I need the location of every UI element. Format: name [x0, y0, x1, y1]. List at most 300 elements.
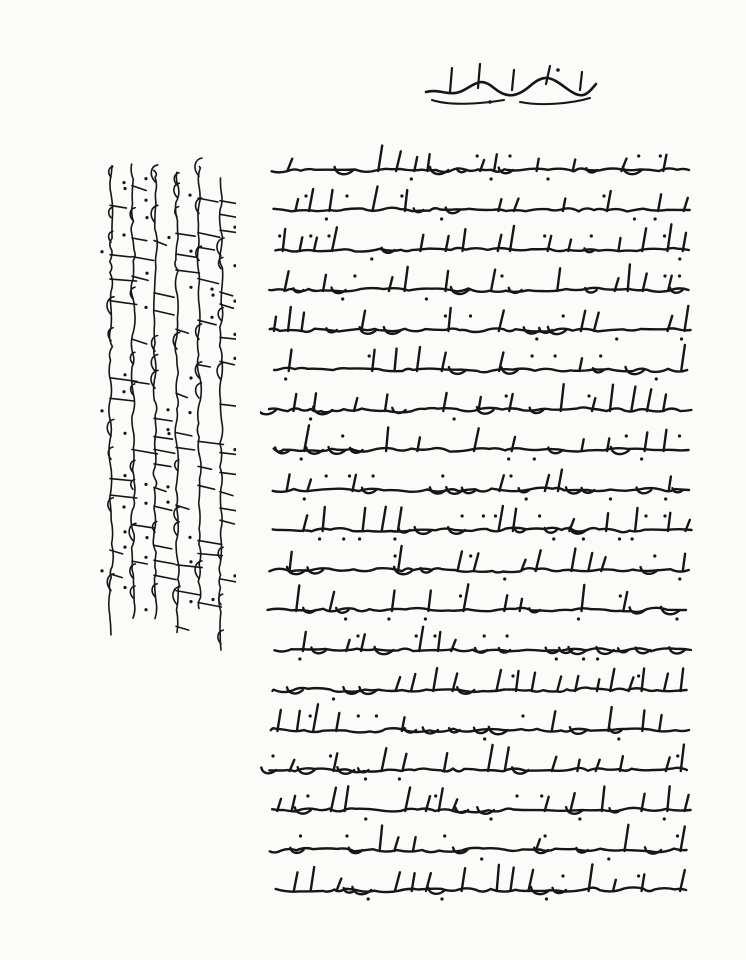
script-dot	[631, 537, 634, 540]
script-baseline	[275, 248, 688, 252]
main-text-handwriting	[260, 140, 700, 910]
script-dot	[188, 411, 191, 414]
script-baseline	[269, 768, 687, 772]
script-dot	[342, 537, 345, 540]
script-baseline	[269, 568, 688, 572]
script-dot	[233, 264, 236, 267]
script-dot	[364, 777, 367, 780]
script-ascender	[474, 553, 479, 571]
margin-note-line	[122, 164, 157, 618]
script-ascender	[110, 479, 131, 481]
script-dot	[167, 236, 170, 239]
script-ascender	[313, 704, 318, 731]
main-text-line	[270, 825, 687, 861]
script-ascender	[287, 474, 290, 491]
script-ascender	[405, 190, 407, 211]
script-dot	[538, 514, 541, 517]
script-dot	[327, 234, 330, 237]
script-ascender	[608, 707, 611, 731]
script-dot	[166, 501, 169, 504]
script-ascender	[628, 264, 630, 291]
script-dot	[309, 714, 312, 717]
script-dot	[325, 474, 328, 477]
script-ascender	[488, 745, 493, 771]
main-text-line	[272, 146, 689, 181]
script-ascender	[510, 226, 514, 251]
script-ascender	[642, 228, 646, 251]
script-ascender	[132, 339, 147, 344]
script-ascender	[414, 157, 417, 171]
script-dot	[533, 457, 536, 460]
script-dot	[122, 505, 125, 508]
script-ascender	[647, 389, 651, 411]
script-dot	[233, 333, 236, 336]
script-dot	[617, 737, 620, 740]
script-dot	[515, 794, 518, 797]
script-ascender	[491, 270, 495, 291]
script-dot	[500, 274, 503, 277]
script-ascender	[154, 545, 172, 549]
script-dot	[555, 657, 558, 660]
script-dot	[663, 274, 666, 277]
script-ascender	[332, 227, 337, 251]
main-text-line	[274, 345, 687, 381]
script-dot	[166, 408, 169, 411]
main-text-line	[275, 224, 688, 260]
script-dot	[640, 457, 643, 460]
script-dot	[122, 233, 125, 236]
script-bowl	[219, 594, 223, 604]
script-dot	[619, 594, 622, 597]
script-dot	[189, 600, 192, 603]
script-ascender	[176, 233, 195, 236]
script-ascender	[154, 437, 173, 440]
script-ascender	[572, 549, 576, 572]
script-dot	[678, 577, 681, 580]
script-ascender	[220, 508, 236, 512]
script-ascender	[494, 154, 497, 171]
script-ascender	[336, 879, 341, 891]
script-ascender	[132, 257, 154, 261]
script-ascender	[288, 307, 291, 331]
script-dot	[210, 288, 213, 291]
script-baseline	[175, 172, 179, 632]
script-ascender	[681, 827, 685, 852]
margin-note-handwriting	[76, 140, 236, 680]
script-dot	[189, 286, 192, 289]
script-dot	[123, 530, 126, 533]
script-ascender	[428, 591, 430, 611]
script-dot	[653, 554, 656, 557]
script-ascender	[664, 430, 667, 451]
script-ascender	[296, 585, 299, 611]
script-ascender	[385, 395, 387, 412]
script-dot	[482, 514, 485, 517]
script-ascender	[588, 553, 592, 571]
script-dot	[543, 234, 546, 237]
script-ascender	[594, 313, 599, 331]
script-ascender	[623, 592, 627, 611]
script-ascender	[303, 515, 307, 531]
margin-note-line	[210, 178, 236, 650]
script-dot	[318, 537, 321, 540]
script-ascender	[132, 450, 158, 454]
script-ascender	[394, 837, 398, 851]
script-ascender	[373, 187, 378, 212]
script-ascender	[176, 270, 199, 273]
script-dot	[278, 234, 281, 237]
script-ascender	[176, 447, 195, 450]
script-dot	[546, 177, 549, 180]
script-dot	[535, 337, 538, 340]
script-dot	[490, 177, 493, 180]
script-dot	[508, 154, 511, 157]
script-dot	[100, 250, 103, 253]
main-text-line	[269, 264, 688, 300]
script-ascender	[154, 293, 174, 298]
script-ascender	[663, 395, 666, 412]
script-ascender	[176, 565, 202, 568]
script-bowl	[108, 447, 113, 459]
script-ascender	[645, 432, 648, 451]
script-ascender	[380, 826, 383, 851]
script-dot	[615, 337, 618, 340]
main-text-line	[271, 704, 689, 740]
script-dot	[469, 554, 472, 557]
script-ascender	[314, 393, 316, 411]
script-ascender	[220, 337, 236, 339]
script-dot	[400, 194, 403, 197]
script-baseline	[271, 728, 689, 732]
script-dot	[480, 857, 483, 860]
script-ascender	[620, 756, 623, 771]
script-dot	[144, 502, 147, 505]
script-ascender	[336, 713, 339, 731]
script-ascender	[110, 255, 131, 257]
script-ascender	[395, 872, 400, 891]
margin-note-line	[144, 165, 176, 619]
script-ascender	[110, 301, 137, 305]
script-dot	[633, 217, 636, 220]
script-ascender	[458, 552, 462, 572]
main-text-line	[273, 506, 692, 541]
script-dot	[459, 594, 462, 597]
script-dot	[552, 537, 555, 540]
script-dot	[345, 194, 348, 197]
script-ascender	[176, 591, 200, 595]
basmala-heading	[420, 58, 600, 110]
script-dot	[582, 657, 585, 660]
script-dot	[654, 217, 657, 220]
script-ascender	[561, 384, 564, 411]
script-ascender	[618, 238, 620, 251]
script-ascender	[307, 480, 311, 492]
script-ascender	[405, 788, 410, 812]
script-dot	[663, 514, 666, 517]
main-text-line	[268, 584, 687, 620]
script-ascender	[607, 191, 611, 211]
script-dot	[188, 194, 191, 197]
script-dot	[309, 234, 312, 237]
script-dot	[443, 834, 446, 837]
script-dot	[663, 234, 666, 237]
script-ascender	[398, 507, 402, 531]
script-ascender	[610, 669, 614, 691]
script-ascender	[132, 525, 154, 528]
script-dot	[123, 586, 126, 589]
script-dot	[506, 634, 509, 637]
script-dot	[521, 714, 524, 717]
script-ascender	[154, 506, 172, 510]
script-dot	[145, 536, 148, 539]
script-baseline	[109, 166, 113, 635]
script-ascender	[499, 506, 503, 531]
script-dot	[531, 354, 534, 357]
script-ascender	[198, 466, 212, 469]
script-dot	[675, 617, 678, 620]
script-ascender	[520, 599, 522, 611]
script-ascender	[516, 671, 519, 691]
script-ascender	[311, 867, 315, 891]
script-ascender	[570, 793, 574, 811]
script-ascender	[154, 464, 171, 467]
script-bowl	[392, 408, 405, 413]
script-ascender	[398, 546, 402, 571]
script-dot	[364, 817, 367, 820]
script-ascender	[302, 313, 305, 331]
script-ascender	[497, 865, 499, 891]
script-ascender	[198, 540, 222, 544]
script-ascender	[154, 487, 166, 491]
main-text-line	[275, 627, 691, 661]
script-dot	[599, 354, 602, 357]
script-dot	[441, 474, 444, 477]
script-ascender	[290, 552, 292, 571]
script-ascender	[132, 276, 148, 280]
script-ascender	[361, 311, 365, 331]
script-dot	[306, 794, 309, 797]
script-ascender	[198, 603, 221, 608]
script-ascender	[579, 358, 582, 371]
script-bowl	[509, 288, 522, 293]
script-dot	[625, 434, 628, 437]
script-ascender	[680, 870, 685, 891]
main-text-line	[261, 745, 687, 781]
script-dot	[618, 537, 621, 540]
script-dot	[211, 598, 214, 601]
script-dot	[664, 497, 667, 500]
script-dot	[644, 514, 647, 517]
script-dot	[144, 306, 147, 309]
script-ascender	[405, 267, 408, 291]
script-dot	[166, 485, 169, 488]
script-ascender	[658, 194, 661, 211]
script-dot	[511, 674, 514, 677]
script-ascender	[331, 788, 336, 811]
script-ascender	[283, 229, 286, 251]
script-ascender	[610, 385, 613, 411]
script-dot	[233, 448, 236, 451]
script-dot	[341, 297, 344, 300]
script-ascender	[499, 475, 503, 491]
script-ascender	[631, 387, 635, 411]
script-dot	[367, 897, 370, 900]
script-ascender	[198, 247, 215, 250]
script-baseline	[273, 488, 689, 492]
script-dot	[189, 250, 192, 253]
script-dot	[507, 457, 510, 460]
script-ascender	[446, 271, 449, 291]
script-dot	[144, 199, 147, 202]
script-dot	[577, 617, 580, 620]
script-dot	[394, 554, 397, 557]
script-dot	[393, 537, 396, 540]
script-ascender	[402, 754, 406, 771]
script-ascender	[363, 508, 366, 531]
script-ascender	[361, 634, 365, 651]
script-ascender	[496, 670, 501, 691]
script-ascender	[685, 795, 689, 811]
script-ascender	[635, 508, 637, 531]
script-dot	[678, 257, 681, 260]
script-ascender	[643, 274, 647, 292]
script-ascender	[505, 747, 509, 771]
script-ascender	[323, 275, 326, 291]
script-dot	[602, 194, 605, 197]
script-dot	[123, 187, 126, 190]
script-dot	[211, 294, 214, 297]
script-dot	[122, 390, 125, 393]
script-dot	[425, 297, 428, 300]
script-dot	[233, 574, 236, 577]
script-bowl	[456, 808, 469, 813]
script-ascender	[582, 585, 585, 611]
script-dot	[144, 556, 147, 559]
script-dot	[188, 536, 191, 539]
margin-note-line	[100, 166, 137, 635]
script-dot	[582, 537, 585, 540]
script-ascender	[176, 254, 197, 257]
script-dot	[303, 497, 306, 500]
script-ascender	[681, 345, 685, 371]
script-dot	[609, 497, 612, 500]
script-ascender	[154, 575, 176, 579]
script-dot	[676, 834, 679, 837]
script-dot	[525, 497, 528, 500]
script-ascender	[685, 306, 689, 331]
script-dot	[433, 634, 436, 637]
script-baseline	[153, 170, 157, 618]
script-dot	[440, 217, 443, 220]
script-ascender	[444, 753, 447, 771]
script-dot	[678, 274, 681, 277]
script-dot	[341, 434, 344, 437]
script-dot	[145, 272, 148, 275]
script-bowl	[630, 607, 645, 613]
script-ascender	[314, 238, 317, 251]
main-text-block	[260, 140, 700, 910]
script-ascender	[625, 825, 629, 851]
script-dot	[578, 817, 581, 820]
script-dot	[189, 560, 192, 563]
script-ascender	[329, 190, 332, 211]
script-ascender	[323, 507, 325, 531]
main-text-line	[269, 546, 688, 581]
script-ascender	[433, 668, 437, 691]
script-dot	[189, 376, 192, 379]
script-ascender	[659, 715, 661, 731]
script-dot	[440, 897, 443, 900]
script-dot	[483, 634, 486, 637]
script-ascender	[577, 760, 579, 771]
script-dot	[348, 474, 351, 477]
script-ascender	[198, 365, 210, 367]
script-dot	[233, 300, 236, 303]
script-dot	[304, 194, 307, 197]
script-dot	[329, 754, 332, 757]
main-text-line	[260, 384, 691, 420]
script-ascender	[220, 404, 236, 407]
script-ascender	[411, 674, 415, 691]
script-ascender	[277, 710, 280, 731]
script-ascender	[297, 711, 300, 731]
script-dot	[655, 377, 658, 380]
script-ascender	[664, 674, 668, 691]
script-dot	[210, 316, 213, 319]
script-ascender	[552, 757, 556, 771]
script-ascender	[463, 229, 466, 251]
script-ascender	[417, 347, 420, 371]
script-dot	[676, 754, 679, 757]
script-dot	[144, 177, 147, 180]
script-dot	[540, 794, 543, 797]
script-ascender	[439, 788, 443, 811]
script-dot	[122, 181, 125, 184]
margin-note-rotated-group	[100, 158, 236, 650]
script-ascender	[602, 787, 605, 811]
script-ascender	[353, 475, 356, 491]
script-ascender	[220, 230, 236, 234]
script-dot	[300, 457, 303, 460]
script-dot	[123, 546, 126, 549]
script-dot	[607, 857, 610, 860]
script-dot	[357, 714, 360, 717]
script-dot	[398, 777, 401, 780]
script-ascender	[681, 745, 684, 771]
script-ascender	[395, 349, 397, 371]
script-ascender	[557, 268, 560, 291]
script-ascender	[198, 233, 220, 238]
script-ascender	[110, 378, 137, 382]
script-ascender	[668, 513, 670, 531]
script-ascender	[510, 868, 513, 891]
script-dot	[353, 274, 356, 277]
script-ascender	[154, 241, 166, 246]
main-text-line	[274, 187, 690, 221]
script-dot	[509, 474, 512, 477]
script-baseline	[273, 688, 687, 693]
script-dot	[100, 569, 103, 572]
script-dot	[284, 377, 287, 380]
script-bowl	[475, 648, 487, 653]
script-dot	[489, 817, 492, 820]
script-dot	[663, 817, 666, 820]
script-dot	[562, 314, 565, 317]
script-dot	[469, 314, 472, 317]
script-dot	[590, 234, 593, 237]
script-dot	[461, 514, 464, 517]
script-dot	[596, 657, 599, 660]
